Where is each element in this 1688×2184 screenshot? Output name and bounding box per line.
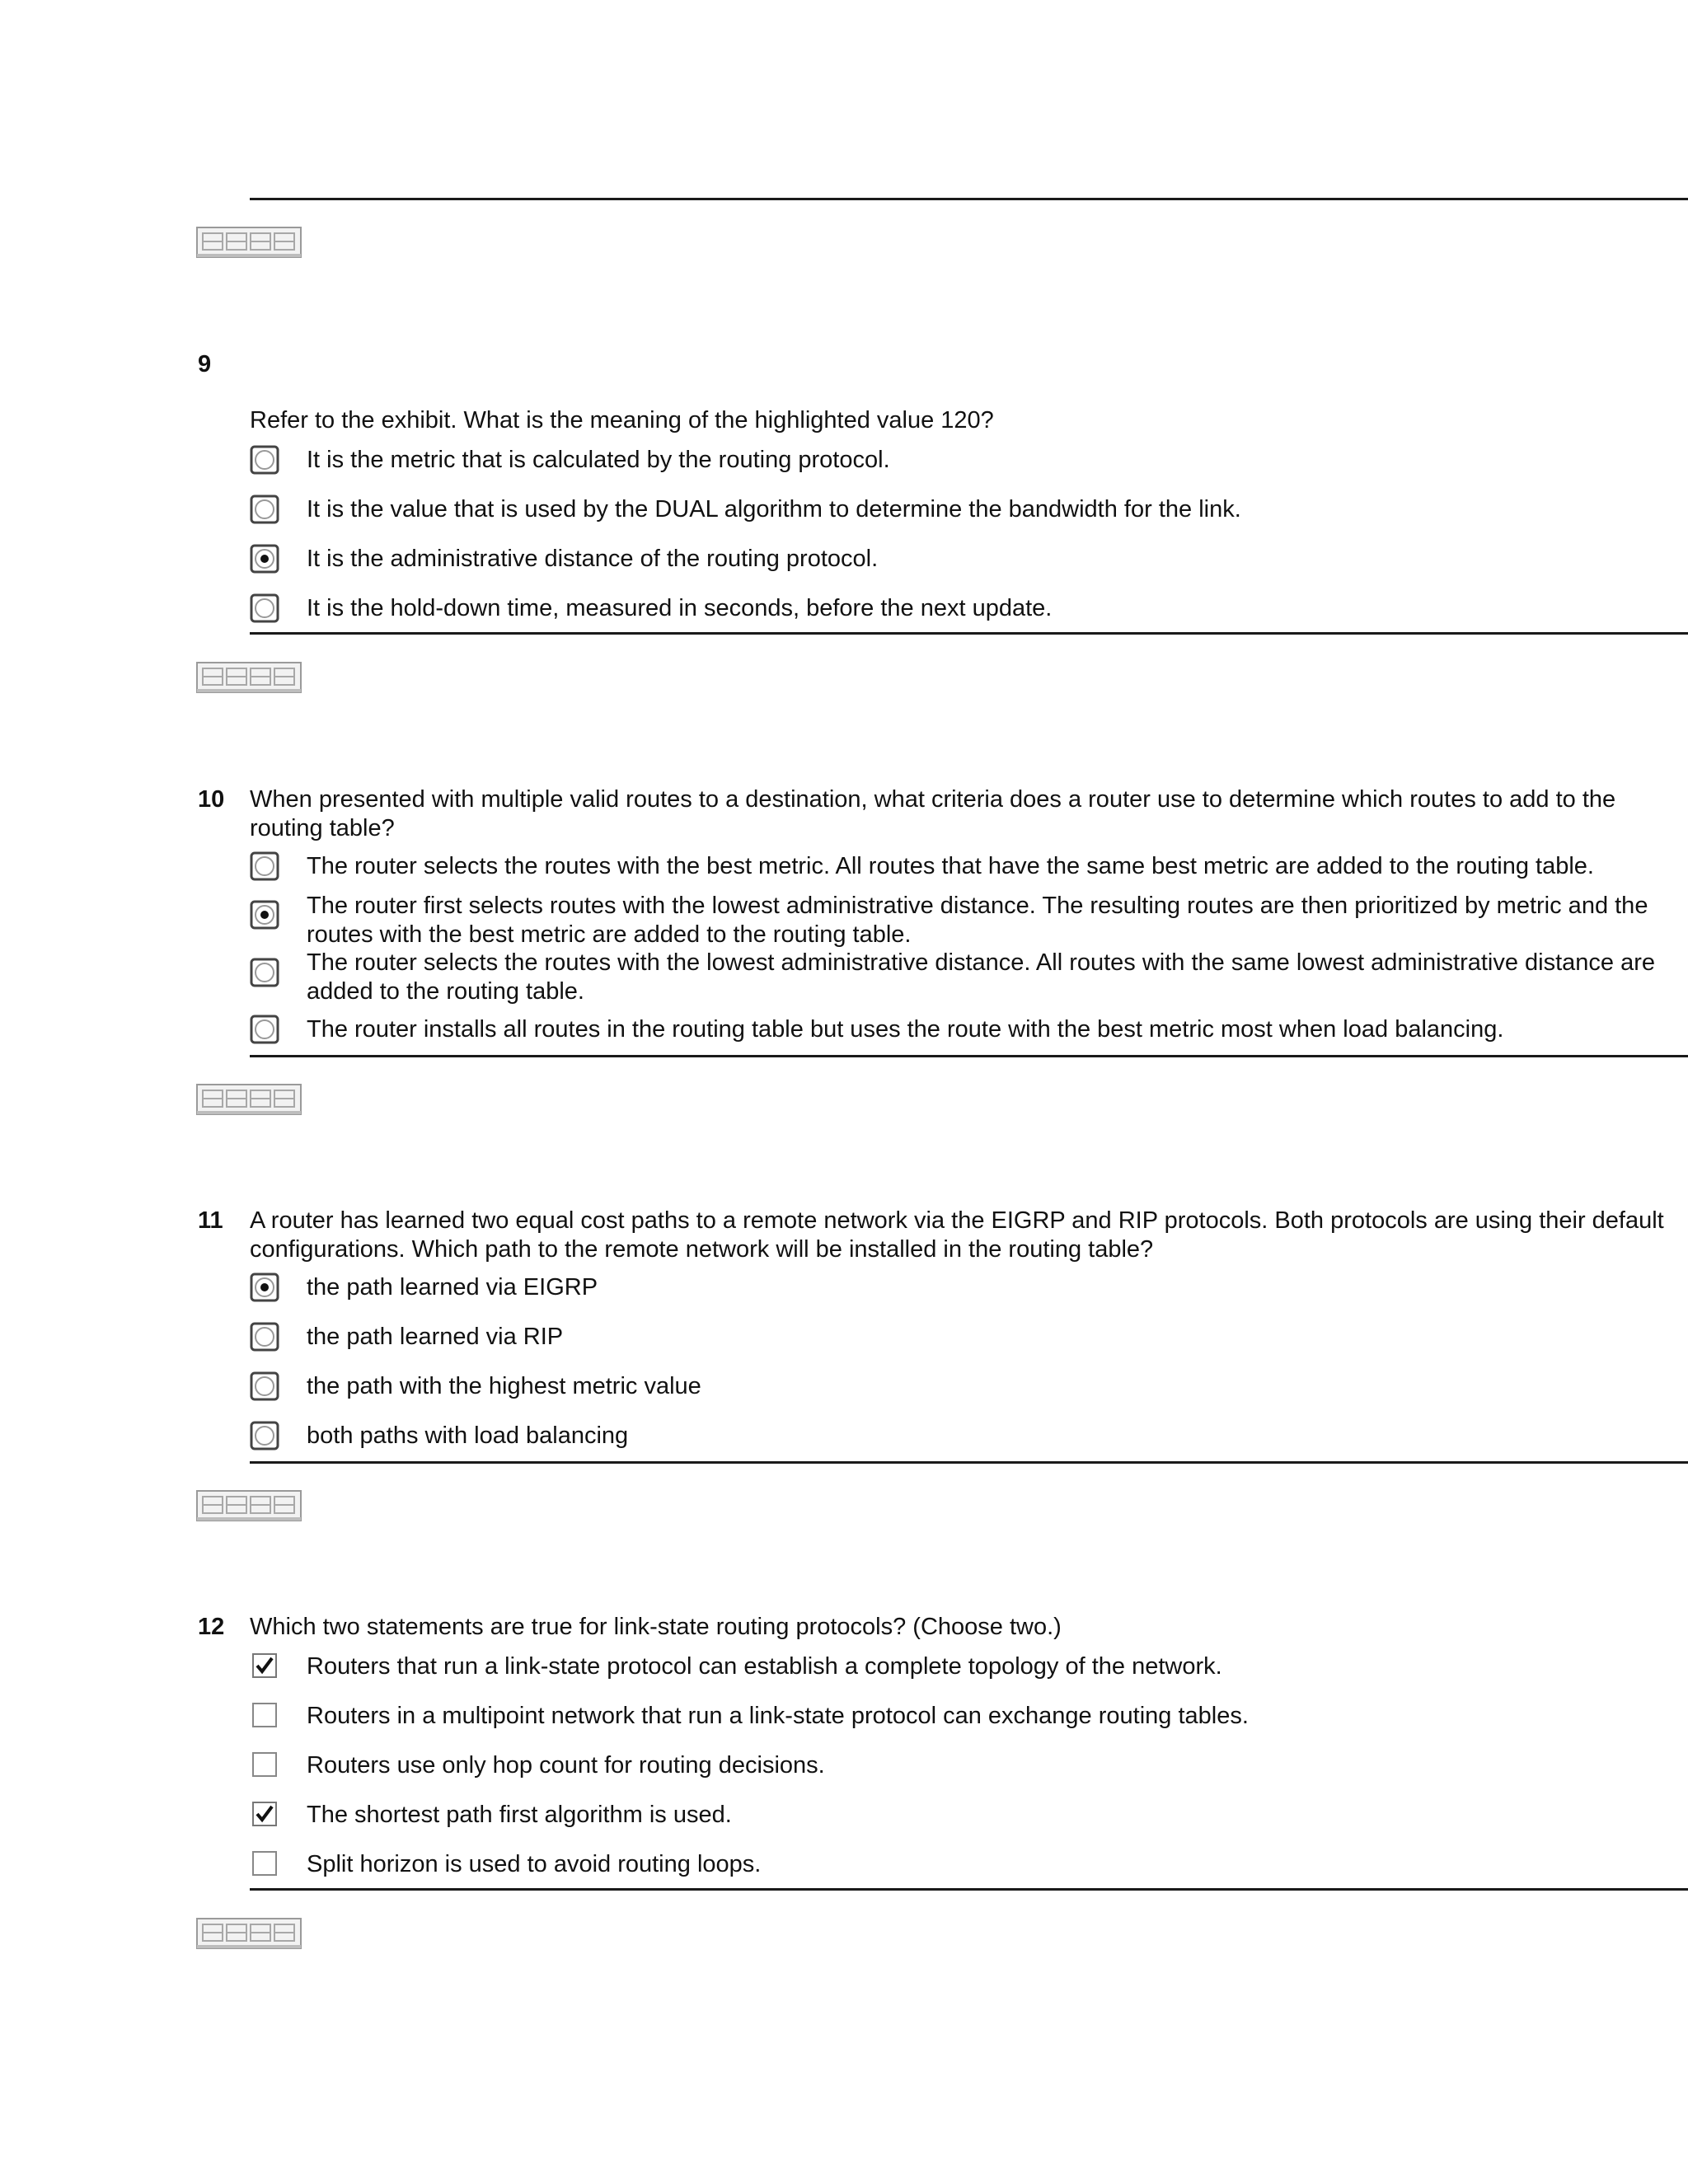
radio-button[interactable]: [250, 1015, 279, 1044]
page-navigation-icon[interactable]: [196, 227, 302, 258]
checkbox[interactable]: [250, 1750, 279, 1779]
option-label: the path learned via EIGRP: [307, 1274, 598, 1301]
question-number: 11: [198, 1207, 223, 1234]
checkbox[interactable]: [250, 1849, 279, 1878]
question-divider: [250, 1888, 1688, 1891]
option-label: Routers in a multipoint network that run a link-state protocol can exchange routing tables.: [307, 1703, 1249, 1729]
page-navigation-icon[interactable]: [196, 1084, 302, 1115]
radio-button-selected[interactable]: [250, 544, 279, 574]
option-label: The shortest path first algorithm is used.: [307, 1802, 732, 1828]
option-label: Routers use only hop count for routing decisions.: [307, 1752, 825, 1779]
option-label: It is the administrative distance of the routing protocol.: [307, 546, 879, 572]
radio-button[interactable]: [250, 1322, 279, 1352]
question-text: Refer to the exhibit. What is the meaning of the highlighted value 120?: [250, 407, 994, 434]
page-navigation-icon[interactable]: [196, 662, 302, 693]
page-navigation-icon[interactable]: [196, 1918, 302, 1949]
page-navigation-icon[interactable]: [196, 1490, 302, 1521]
option-label: Routers that run a link-state protocol can establish a complete topology of the network.: [307, 1653, 1222, 1680]
question-text: Which two statements are true for link-state routing protocols? (Choose two.): [250, 1614, 1062, 1640]
radio-button[interactable]: [250, 1421, 279, 1451]
question-divider: [250, 1055, 1688, 1057]
checkbox-checked[interactable]: [250, 1799, 279, 1829]
question-number: 12: [198, 1614, 225, 1640]
top-divider: [250, 198, 1688, 200]
radio-button[interactable]: [250, 593, 279, 623]
option-label: The router installs all routes in the routing table but uses the route with the best metric most when load balancing.: [307, 1016, 1504, 1043]
radio-button[interactable]: [250, 494, 279, 524]
question-text: A router has learned two equal cost paths to a remote network via the EIGRP and RIP protocols. Both protocols are using their default configurations. Which path to the remote network will be installed in the routing table?: [250, 1207, 1664, 1263]
option-label: It is the value that is used by the DUAL algorithm to determine the bandwidth for the link.: [307, 496, 1241, 523]
option-label: both paths with load balancing: [307, 1422, 629, 1449]
radio-button-selected[interactable]: [250, 900, 279, 930]
radio-button[interactable]: [250, 958, 279, 987]
option-label: The router selects the routes with the lowest administrative distance. All routes with the same lowest administrative distance are added to the routing table.: [307, 949, 1656, 1005]
question-divider: [250, 632, 1688, 635]
radio-button[interactable]: [250, 445, 279, 475]
question-text: When presented with multiple valid routes to a destination, what criteria does a router use to determine which routes to add to the routing table?: [250, 786, 1616, 841]
checkbox-checked[interactable]: [250, 1651, 279, 1680]
option-label: the path with the highest metric value: [307, 1373, 701, 1399]
option-label: The router first selects routes with the lowest administrative distance. The resulting routes are then prioritized by metric and the routes with the best metric are added to the routing table.: [307, 893, 1648, 948]
radio-button[interactable]: [250, 1371, 279, 1401]
radio-button-selected[interactable]: [250, 1272, 279, 1302]
checkbox[interactable]: [250, 1700, 279, 1730]
option-label: It is the hold-down time, measured in seconds, before the next update.: [307, 595, 1053, 621]
option-label: It is the metric that is calculated by the routing protocol.: [307, 447, 890, 473]
question-number: 9: [198, 351, 212, 377]
option-label: Split horizon is used to avoid routing loops.: [307, 1851, 762, 1877]
question-number: 10: [198, 786, 225, 813]
option-label: the path learned via RIP: [307, 1324, 564, 1350]
question-divider: [250, 1461, 1688, 1464]
radio-button[interactable]: [250, 851, 279, 881]
option-label: The router selects the routes with the best metric. All routes that have the same best metric are added to the routing table.: [307, 853, 1594, 879]
